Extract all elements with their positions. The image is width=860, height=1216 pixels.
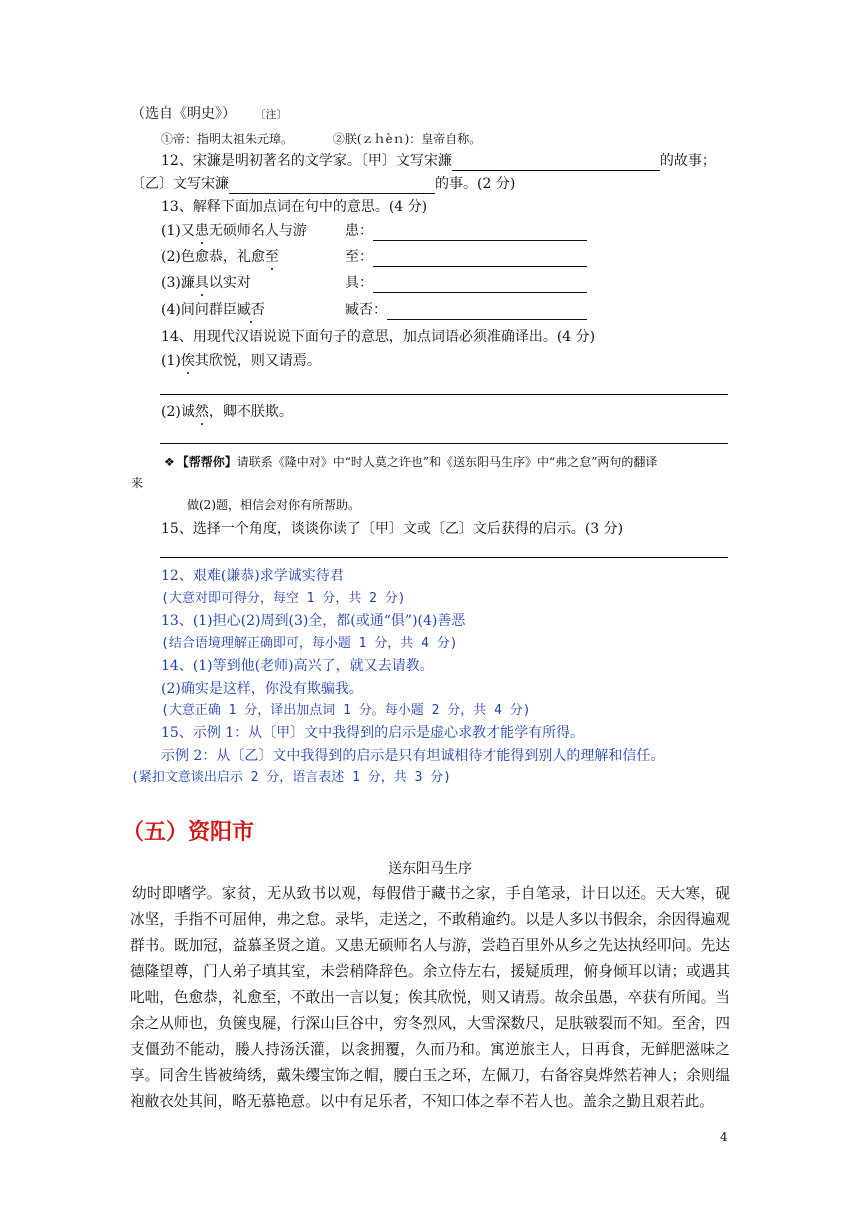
q13-item-2: (2)色愈恭，礼愈至: [161, 249, 279, 265]
help-text: 请联系《隆中对》中“时人莫之许也”和《送东阳马生序》中“弗之怠”两句的翻译: [236, 455, 658, 469]
answer-14-1: 14、(1)等到他(老师)高兴了，就又去请教。: [161, 658, 434, 674]
passage-title: 送东阳马生序: [388, 861, 472, 877]
answer-blank[interactable]: [387, 305, 587, 320]
section-heading: （五）资阳市: [122, 820, 255, 845]
answer-13-score: (结合语境理解正确即可，每小题 1 分，共 4 分): [161, 636, 458, 651]
question-12-cont: 〔乙〕文写宋濂 的事。(2 分): [131, 176, 516, 192]
source-line: [131, 104, 287, 125]
answer-14-score: (大意正确 1 分，译出加点词 1 分。每小题 2 分，共 4 分): [161, 703, 531, 718]
note-2: ②朕(ｚｈèｎ)：皇帝自称。: [332, 132, 482, 146]
q13-item-1: (1)又患无硕师名人与游: [161, 223, 307, 239]
answer-blank[interactable]: [373, 252, 587, 267]
answer-blank[interactable]: [373, 278, 587, 293]
question-14: 14、用现代汉语说说下面句子的意思，加点词语必须准确译出。(4 分): [161, 329, 596, 345]
notes-line: [161, 129, 481, 149]
answer-blank[interactable]: [452, 156, 660, 171]
note-label: 〔注〕: [254, 108, 288, 121]
answer-14-2: (2)确实是这样，你没有欺骗我。: [161, 681, 363, 697]
help-label: 【帮帮你】: [176, 455, 237, 469]
source-citation: （选自《明史》）: [131, 106, 236, 122]
question-13: 13、解释下面加点词在句中的意思。(4 分): [161, 199, 428, 215]
q13-answer-1: 患：: [345, 221, 587, 241]
question-12: 12、宋濂是明初著名的文学家。〔甲〕文写宋濂 的故事；: [161, 153, 716, 169]
answer-12: 12、艰难(谦恭)求学诚实待君: [161, 568, 344, 584]
help-text-cont: 来: [131, 476, 144, 490]
answer-12-score: (大意对即可得分，每空 1 分，共 2 分): [161, 591, 406, 606]
q13-item-4: (4)间问群臣臧否: [161, 302, 265, 318]
page-number: 4: [720, 1130, 728, 1144]
help-tip: [164, 452, 657, 472]
q14-sentence-2: (2)诚然，卿不朕欺。: [161, 404, 293, 420]
answer-line[interactable]: [160, 394, 728, 395]
question-15: 15、选择一个角度，谈谈你读了〔甲〕文或〔乙〕文后获得的启示。(3 分): [161, 521, 624, 537]
q13-item-3: (3)濂具以实对: [161, 275, 251, 291]
note-1: ①帝：指明太祖朱元璋。: [161, 132, 294, 146]
diamond-bullet-icon: ❖: [164, 455, 175, 469]
answer-line[interactable]: [160, 443, 728, 444]
q14-sentence-1: (1)俟其欣悦，则又请焉。: [161, 353, 321, 369]
passage-text: 幼时即嗜学。家贫，无从致书以观，每假借于藏书之家，手自笔录，计日以还。天大寒，砚冰坚，手指不可屈伸，弗之怠。录毕，走送之，不敢稍逾约。以是人多以书假余，余因得遍观群书。既加冠，益慕圣贤之道。又患无硕师名人与游，尝趋百里外从乡之先达执经叩问。先达德隆望尊，门人弟子填其室，未尝稍降辞色。余立侍左右，援疑质理，俯身倾耳以请；或遇其叱咄，色愈恭，礼愈至，不敢出一言以复；俟其欣悦，则又请焉。故余虽愚，卒获有所闻。当余之从师也，负箧曳屣，行深山巨谷中，穷冬烈风，大雪深数尺，足肤皲裂而不知。至舍，四支僵劲不能动，媵人持汤沃灌，以衾拥覆，久而乃和。寓逆旅主人，日再食，无鲜肥滋味之享。同舍生皆被绮绣，戴朱缨宝饰之帽，腰白玉之环，左佩刀，右备容臭烨然若神人；余则缊袍敝衣处其间，略无慕艳意。以中有足乐者，不知口体之奉不若人也。盖余之勤且艰若此。: [130, 885, 730, 1110]
answer-15-score: (紧扣文意谈出启示 2 分，语言表述 1 分，共 3 分): [131, 770, 452, 785]
answer-15-ex1: 15、示例 1：从〔甲〕文中我得到的启示是虚心求教才能学有所得。: [161, 725, 585, 741]
answer-15-ex2: 示例 2：从〔乙〕文中我得到的启示是只有坦诚相待才能得到别人的理解和信任。: [161, 748, 665, 764]
answer-13: 13、(1)担心(2)周到(3)全，都(或通“俱”)(4)善恶: [161, 613, 466, 629]
q13-answer-3: 具：: [345, 273, 587, 293]
help-text-cont-2: 做(2)题，相信会对你有所帮助。: [187, 498, 360, 512]
answer-blank[interactable]: [373, 226, 587, 241]
q13-answer-2: 至：: [345, 247, 587, 267]
answer-line[interactable]: [160, 557, 728, 558]
answer-blank[interactable]: [229, 179, 435, 194]
q13-answer-4: 臧否：: [345, 300, 587, 320]
